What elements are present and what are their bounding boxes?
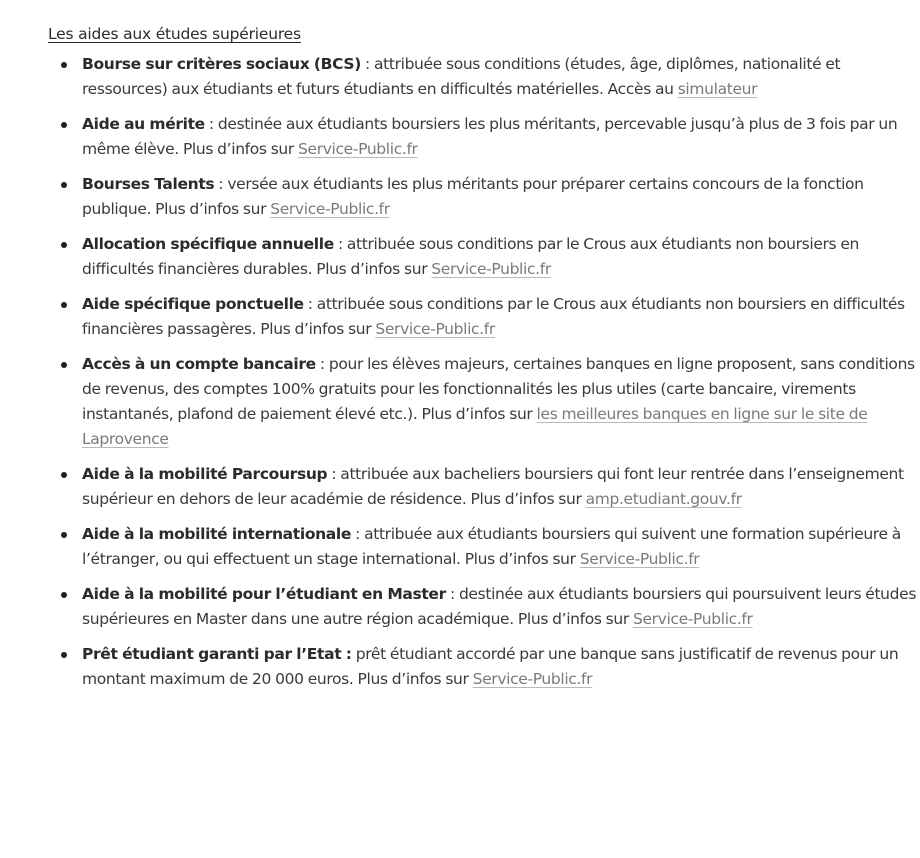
section-title: Les aides aux études supérieures xyxy=(48,25,301,43)
item-separator: : xyxy=(327,465,341,483)
item-separator: : xyxy=(351,525,365,543)
list-item-mobilite-parcoursup xyxy=(0,462,920,512)
simulateur-link[interactable]: simulateur xyxy=(677,80,758,98)
item-description: destinée aux étudiants boursiers qui poursuivent leurs études supérieures en Master dans une autre région académique. Plus d’infos sur xyxy=(82,585,917,628)
list-item-aide-ponctuelle xyxy=(0,292,920,342)
item-name: Aide au mérite xyxy=(82,115,205,133)
list-item-aide-merite xyxy=(0,112,920,162)
list-item-mobilite-master xyxy=(0,582,920,632)
service-public-link[interactable]: Service-Public.fr xyxy=(632,610,753,628)
item-description: pour les élèves majeurs, certaines banques en ligne proposent, sans conditions de revenus, des comptes 100% gratuits pour les fonctionnalités les plus utiles (carte bancaire, virements instantanés, plafond de paiement élevé etc.). Plus d’infos sur xyxy=(82,355,915,423)
aid-list xyxy=(0,52,920,692)
service-public-link[interactable]: Service-Public.fr xyxy=(375,320,495,338)
bullet-icon xyxy=(61,472,67,478)
item-description: versée aux étudiants les plus méritants pour préparer certains concours de la fonction publique. Plus d’infos sur xyxy=(82,175,864,218)
item-name: Aide à la mobilité Parcoursup xyxy=(82,465,328,483)
list-item-pret-etudiant xyxy=(0,642,920,692)
item-separator: : xyxy=(315,355,329,373)
item-name: Allocation spécifique annuelle xyxy=(82,235,334,253)
laprovence-link[interactable]: les meilleures banques en ligne sur le site de Laprovence xyxy=(82,405,868,448)
item-name: Prêt étudiant garanti par l’Etat : xyxy=(82,645,352,663)
bullet-icon xyxy=(61,592,67,598)
service-public-link[interactable]: Service-Public.fr xyxy=(270,200,390,218)
item-description: destinée aux étudiants boursiers les plus méritants, percevable jusqu’à plus de 3 fois par un même élève. Plus d’infos sur xyxy=(82,115,898,158)
list-item-bcs xyxy=(0,52,920,102)
item-description: prêt étudiant accordé par une banque sans justificatif de revenus pour un montant maximum de 20 000 euros. Plus d’infos sur xyxy=(82,645,899,688)
list-item-bourses-talents xyxy=(0,172,920,222)
item-name: Bourse sur critères sociaux (BCS) xyxy=(82,55,361,73)
item-separator: : xyxy=(303,295,317,313)
list-item-allocation-annuelle xyxy=(0,232,920,282)
item-name: Aide à la mobilité internationale xyxy=(82,525,352,543)
item-description: attribuée sous conditions par le Crous aux étudiants non boursiers en difficultés financières durables. Plus d’infos sur xyxy=(82,235,860,278)
item-name: Aide à la mobilité pour l’étudiant en Master xyxy=(82,585,446,603)
item-description: attribuée sous conditions (études, âge, diplômes, nationalité et ressources) aux étudiants et futurs étudiants en difficultés matérielles. Accès au xyxy=(82,55,841,98)
service-public-link[interactable]: Service-Public.fr xyxy=(298,140,418,158)
bullet-icon xyxy=(61,652,67,658)
bullet-icon xyxy=(61,182,67,188)
bullet-icon xyxy=(61,62,67,68)
bullet-icon xyxy=(61,362,67,368)
amp-etudiant-link[interactable]: amp.etudiant.gouv.fr xyxy=(585,490,742,508)
item-separator: : xyxy=(214,175,228,193)
item-separator: : xyxy=(360,55,374,73)
item-name: Bourses Talents xyxy=(82,175,215,193)
bullet-icon xyxy=(61,532,67,538)
list-item-mobilite-internationale xyxy=(0,522,920,572)
item-separator: : xyxy=(204,115,218,133)
item-separator: : xyxy=(333,235,347,253)
item-name: Accès à un compte bancaire xyxy=(82,355,316,373)
service-public-link[interactable]: Service-Public.fr xyxy=(579,550,700,568)
bullet-icon xyxy=(61,302,67,308)
service-public-link[interactable]: Service-Public.fr xyxy=(431,260,551,278)
item-description: attribuée aux bacheliers boursiers qui font leur rentrée dans l’enseignement supérieur en dehors de leur académie de résidence. Plus d’infos sur xyxy=(82,465,904,508)
item-separator: : xyxy=(445,585,459,603)
item-name: Aide spécifique ponctuelle xyxy=(82,295,304,313)
bullet-icon xyxy=(61,242,67,248)
item-description: attribuée sous conditions par le Crous aux étudiants non boursiers en difficultés financières passagères. Plus d’infos sur xyxy=(82,295,905,338)
service-public-link[interactable]: Service-Public.fr xyxy=(472,670,593,688)
bullet-icon xyxy=(61,122,67,128)
item-description: attribuée aux étudiants boursiers qui suivent une formation supérieure à l’étranger, ou qui effectuent un stage international. Plus d’infos sur xyxy=(82,525,901,568)
list-item-compte-bancaire xyxy=(0,352,920,452)
